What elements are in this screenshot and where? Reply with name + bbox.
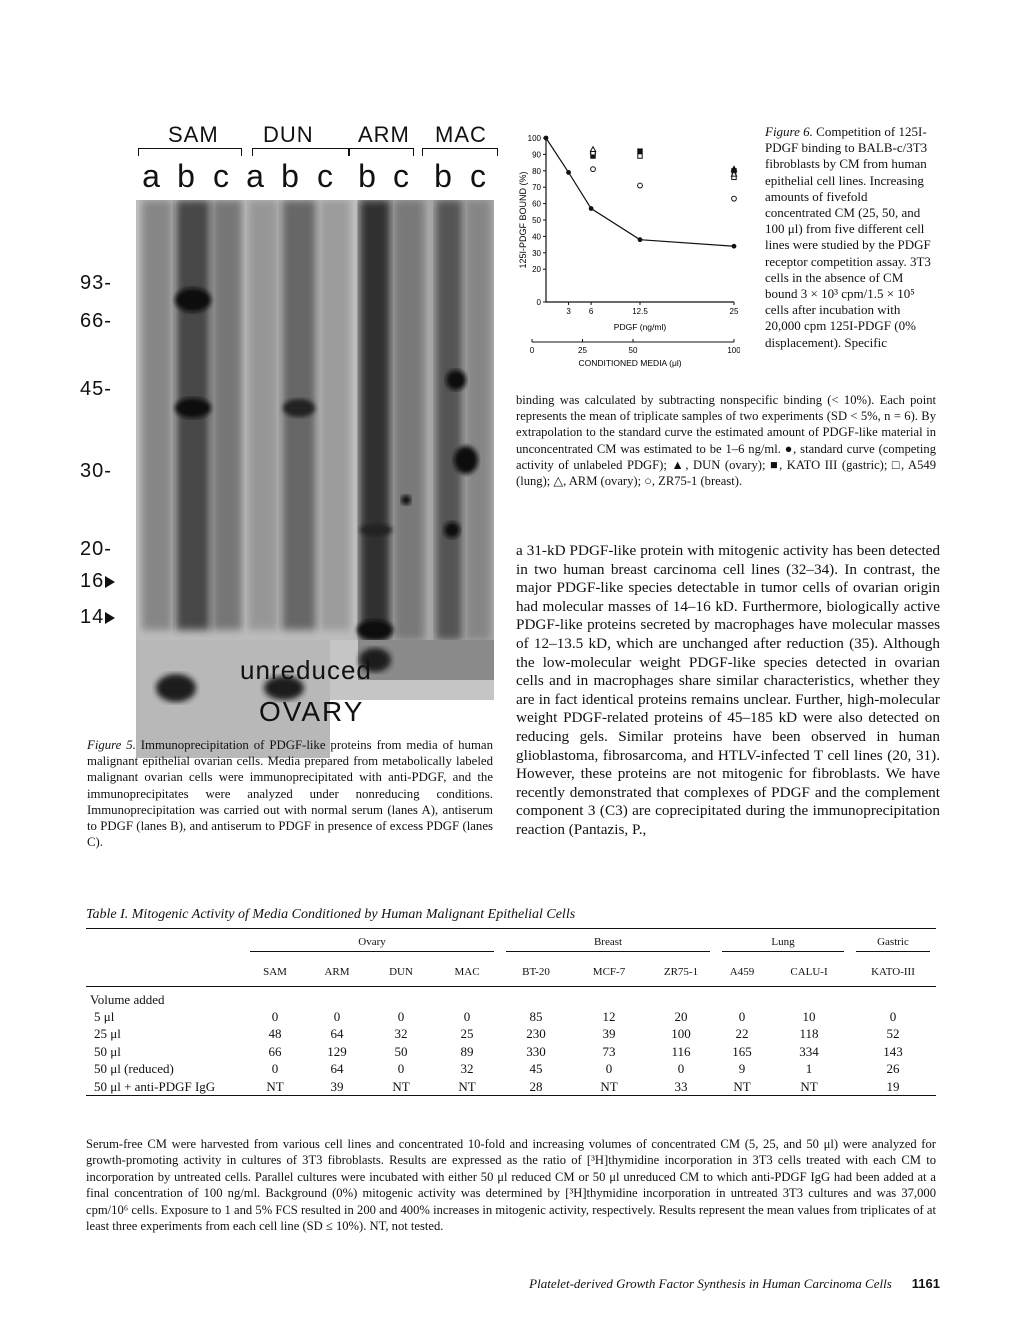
lane-letter: b [358, 158, 376, 194]
page-number: 1161 [911, 1276, 940, 1291]
standard-curve-point [589, 206, 594, 211]
table-cell: 85 [529, 1008, 543, 1024]
table-cell: 0 [889, 1008, 897, 1024]
lane-group-label: DUN [263, 122, 314, 147]
table-cell: 0 [397, 1008, 405, 1024]
figure-5-caption [87, 737, 493, 850]
lane-letter: b [281, 158, 299, 194]
row-label: 50 μl + anti-PDGF IgG [94, 1078, 216, 1094]
table-cell: 0 [605, 1061, 613, 1077]
x2-tick-label: 50 [628, 346, 638, 355]
table-cell: 73 [602, 1043, 616, 1059]
data-point-open-circle [591, 167, 596, 172]
table-cell: 39 [330, 1078, 344, 1094]
lane-bracket [422, 148, 498, 156]
table-cell: 0 [397, 1061, 405, 1077]
x2-tick-label: 0 [529, 346, 535, 355]
table-cell: 129 [327, 1043, 347, 1059]
mw-marker: 93- [80, 272, 112, 294]
lane-letter: c [393, 158, 409, 194]
x2-tick-label: 100 [727, 346, 740, 355]
group-header-label: Breast [506, 936, 710, 952]
table-cell: 10 [802, 1008, 816, 1024]
body-paragraph: a 31-kD PDGF-like protein with mitogenic activity has been detected in two human breast carcinoma cell lines (32–34). In contrast, the major PDGF-like species detectable in tumor cells of ovarian origin had molecular masses of 14–16 kD. Furthermore, biologically active PDGF-like proteins secreted by macrophages have molecular masses of 12–13.5 kD, which are unchanged after reduction (35). Although the low-molecular weight PDGF-like species detected in ovarian cells and in macrophages share similar characteristics, whether they are in fact identical proteins remains unclear. Further, high-molecular weight PDGF-related proteins of 45–185 kD were also detected on reducing gels. Similar proteins have been observed in human glioblastoma, fibrosarcoma, and HTLV-infected T cell lines (20, 31). However, these proteins are not mitogenic for fibroblasts. We have recently demonstrated that complexes of PDGF and the complement component 3 (C3) are coprecipitated during the immunoprecipitation reaction (Pantazis, P., [516, 542, 940, 838]
table-cell: 45 [529, 1061, 543, 1077]
table-cell: 52 [886, 1026, 900, 1042]
table-cell: 48 [268, 1026, 282, 1042]
row-label: 50 μl [94, 1043, 121, 1059]
column-header: CALU-I [790, 966, 828, 979]
y-axis-label: 125I-PDGF BOUND (%) [518, 171, 528, 269]
y-tick-label: 100 [527, 134, 541, 143]
table-cell: 0 [677, 1061, 685, 1077]
figure-6-caption-text: Competition of 125I-PDGF binding to BALB-c/3T3 fibroblasts by CM from human epithelial cell lines. Increasing amounts of fivefold concentrated CM (25, 50, and 100 μl) from five different cell lines were studied by the PDGF receptor competition assay. 3T3 cells in the absence of CM bound 3 × 10³ cpm/1.5 × 10⁵ cells after incubation with 20,000 cpm 125I-PDGF (0% displacement). Specific [765, 124, 931, 350]
lane-bracket [348, 148, 414, 156]
table-footnote: Serum-free CM were harvested from various cell lines and concentrated 10-fold and increasing volumes of concentrated CM (5, 25, and 50 μl) were analyzed for growth-promoting activity in cultures of 3T3 fibroblasts. Results are expressed as the ratio of [³H]thymidine incorporation in 3T3 cells treated with each CM to incorporation by untreated cells. Parallel cultures were incubated with either 50 μl reduced CM or 50 μl unreduced CM to which anti-PDGF IgG had been added at a final concentration of 100 ng/ml. Background (0%) mitogenic activity was determined by [³H]thymidine incorporation in untreated 3T3 cultures and was 37,000 cpm/10⁶ cells. Exposure to 1 and 5% FCS resulted in 200 and 400% increases in mitogenic activity, respectively. Results represent the mean values from triplicates of at least three experiments from each cell line (SD ≤ 10%). NT, not tested. [86, 1137, 936, 1234]
mw-marker-label: 14 [80, 606, 105, 628]
y-tick-label: 30 [532, 248, 541, 258]
lane-letter: a [246, 158, 264, 194]
row-label: 50 μl (reduced) [94, 1061, 174, 1077]
table-cell: 32 [394, 1026, 408, 1042]
column-header: SAM [263, 966, 287, 979]
standard-curve-point [566, 170, 571, 175]
table-section-row [86, 987, 936, 1009]
group-header-label: Gastric [856, 936, 930, 952]
table-cell: 9 [738, 1061, 746, 1077]
mw-marker-label: 16 [80, 570, 105, 592]
group-header [850, 929, 936, 959]
table-cell: 89 [460, 1043, 474, 1059]
column-header: BT-20 [522, 966, 550, 979]
running-title: Platelet-derived Growth Factor Synthesis in Human Carcinoma Cells [529, 1276, 892, 1291]
mw-marker: 45- [80, 378, 112, 400]
table-cell: 33 [674, 1078, 688, 1094]
table-cell: 330 [526, 1043, 546, 1059]
lane-bracket [138, 148, 242, 156]
column-header: MCF-7 [592, 966, 626, 979]
table-column-header [86, 959, 936, 987]
row-label: 25 μl [94, 1026, 121, 1042]
figure-6-caption-bottom: binding was calculated by subtracting nonspecific binding (< 10%). Each point represents the mean of triplicate samples of two experiments (SD < 5%, n = 6). By extrapolation to the standard curve the estimated amount of PDGF-like material in unconcentrated CM was estimated to be 1–6 ng/ml. ●, standard curve (competing activity of unlabeled PDGF); ▲, DUN (ovary); ■, KATO III (gastric); □, A549 (lung); △, ARM (ovary); ○, ZR75-1 (breast). [516, 393, 936, 489]
y-tick-label: 80 [532, 166, 541, 176]
data-point-open-circle [732, 196, 737, 201]
lane-letter: c [213, 158, 229, 194]
section-label: Volume added [90, 992, 165, 1007]
table-cell: 19 [886, 1078, 900, 1094]
table-group-header [86, 929, 936, 959]
lane-letter: b [434, 158, 452, 194]
table-cell: 22 [735, 1026, 749, 1042]
group-header-label: Ovary [250, 936, 494, 952]
table-cell: 118 [799, 1026, 819, 1042]
table-title: Table I. Mitogenic Activity of Media Conditioned by Human Malignant Epithelial Cells [86, 907, 576, 922]
table-cell: 0 [463, 1008, 471, 1024]
data-point-open-triangle [590, 147, 595, 152]
y-tick-label: 0 [536, 298, 541, 307]
figure-5-caption-text: Immunoprecipitation of PDGF-like proteins from media of human malignant epithelial ovarian cells. Media prepared from metabolically labeled malignant ovarian cells were immunoprecipitated with anti-PDGF, and the immunoprecipitates were analyzed under nonreducing conditions. Immunoprecipitation was carried out with normal serum (lanes A), antiserum to PDGF (lanes B), and antiserum to PDGF in presence of excess PDGF (lanes C). [87, 738, 493, 850]
table-cell: 26 [886, 1061, 900, 1077]
x-tick-label: 3 [566, 307, 571, 316]
table-cell: 66 [268, 1043, 282, 1059]
x2-tick-label: 25 [578, 346, 587, 355]
table-cell: 116 [671, 1043, 691, 1059]
group-header [716, 929, 850, 959]
x-tick-label: 12.5 [632, 307, 648, 316]
y-tick-label: 70 [532, 183, 541, 193]
table-cell: 334 [799, 1043, 819, 1059]
lane-letter: b [177, 158, 195, 194]
mw-marker-arrowed [80, 606, 115, 629]
table-cell: 50 [394, 1043, 408, 1059]
column-header: MAC [454, 966, 480, 979]
table-cell: 39 [602, 1026, 616, 1042]
lane-letter: a [142, 158, 160, 194]
table-cell: NT [600, 1078, 618, 1094]
x-tick-label: 25 [729, 307, 739, 316]
x-tick-label: 6 [588, 307, 594, 316]
table-cell: 32 [460, 1061, 474, 1077]
table-row [86, 1043, 936, 1061]
table-cell: 28 [529, 1078, 543, 1094]
standard-curve-point [732, 244, 737, 249]
lane-bracket [252, 148, 350, 156]
row-label: 5 μl [94, 1008, 115, 1024]
lane-group-label: ARM [358, 122, 410, 147]
y-tick-label: 90 [532, 150, 541, 160]
table-cell: 64 [330, 1026, 344, 1042]
table-cell: NT [266, 1078, 284, 1094]
data-point-filled-square [638, 149, 642, 153]
column-header: A459 [729, 966, 755, 979]
column-header: DUN [389, 966, 413, 979]
page-footer [0, 1276, 940, 1292]
table-cell: 64 [330, 1061, 344, 1077]
mw-marker: 66- [80, 310, 112, 332]
table-cell: NT [733, 1078, 751, 1094]
figure-5-gel [80, 118, 500, 728]
table-cell: 0 [271, 1061, 279, 1077]
table-cell: 100 [671, 1026, 691, 1042]
mitogenic-activity-table [86, 928, 936, 1096]
table-row [86, 1008, 936, 1026]
table-cell: 25 [460, 1026, 474, 1042]
group-header [500, 929, 716, 959]
group-header [244, 929, 500, 959]
figure-5-label: Figure 5. [87, 738, 136, 752]
table-cell: 143 [883, 1043, 903, 1059]
column-header: ARM [324, 966, 350, 979]
y-tick-label: 50 [532, 216, 541, 225]
table-cell: 0 [271, 1008, 279, 1024]
lane-letter: c [470, 158, 486, 194]
table-cell: 230 [526, 1026, 546, 1042]
table-cell: NT [458, 1078, 476, 1094]
figure-6-graph [516, 126, 740, 376]
table-cell: 165 [732, 1043, 752, 1059]
table-1 [86, 928, 936, 1096]
x-axis-label: PDGF (ng/ml) [613, 322, 667, 332]
table-row [86, 1026, 936, 1044]
group-header-label: Lung [722, 936, 844, 952]
mw-marker-arrowed [80, 570, 115, 593]
data-point-open-circle [638, 183, 643, 188]
gel-autoradiograph-image [136, 200, 494, 640]
figure-6-label: Figure 6. [765, 124, 813, 139]
data-point-open-square [638, 154, 642, 158]
gel-label-ovary: OVARY [259, 696, 365, 727]
table-cell: 12 [602, 1008, 616, 1024]
gel-label-unreduced: unreduced [240, 655, 372, 685]
lane-letter: c [317, 158, 333, 194]
arrow-right-icon [105, 612, 115, 624]
lane-group-label: MAC [435, 122, 487, 147]
y-tick-label: 20 [532, 265, 541, 275]
column-header: ZR75-1 [663, 966, 699, 979]
table-row [86, 1061, 936, 1079]
standard-curve-point [544, 136, 549, 141]
figure-6-caption-top [765, 124, 935, 351]
lane-group-label: SAM [168, 122, 219, 147]
table-cell: NT [800, 1078, 818, 1094]
y-tick-label: 40 [532, 232, 541, 242]
table-cell: 0 [333, 1008, 341, 1024]
table-cell: 20 [674, 1008, 688, 1024]
mw-marker: 20- [80, 538, 112, 560]
table-row [86, 1078, 936, 1096]
competition-chart [516, 126, 740, 376]
table-cell: NT [392, 1078, 410, 1094]
y-tick-label: 60 [532, 199, 541, 209]
mw-marker: 30- [80, 460, 112, 482]
x2-axis-label: CONDITIONED MEDIA (μl) [578, 358, 682, 368]
table-cell: 0 [738, 1008, 746, 1024]
table-cell: 1 [805, 1061, 813, 1077]
column-header: KATO-III [871, 966, 915, 979]
arrow-right-icon [105, 576, 115, 588]
standard-curve-point [638, 237, 643, 242]
